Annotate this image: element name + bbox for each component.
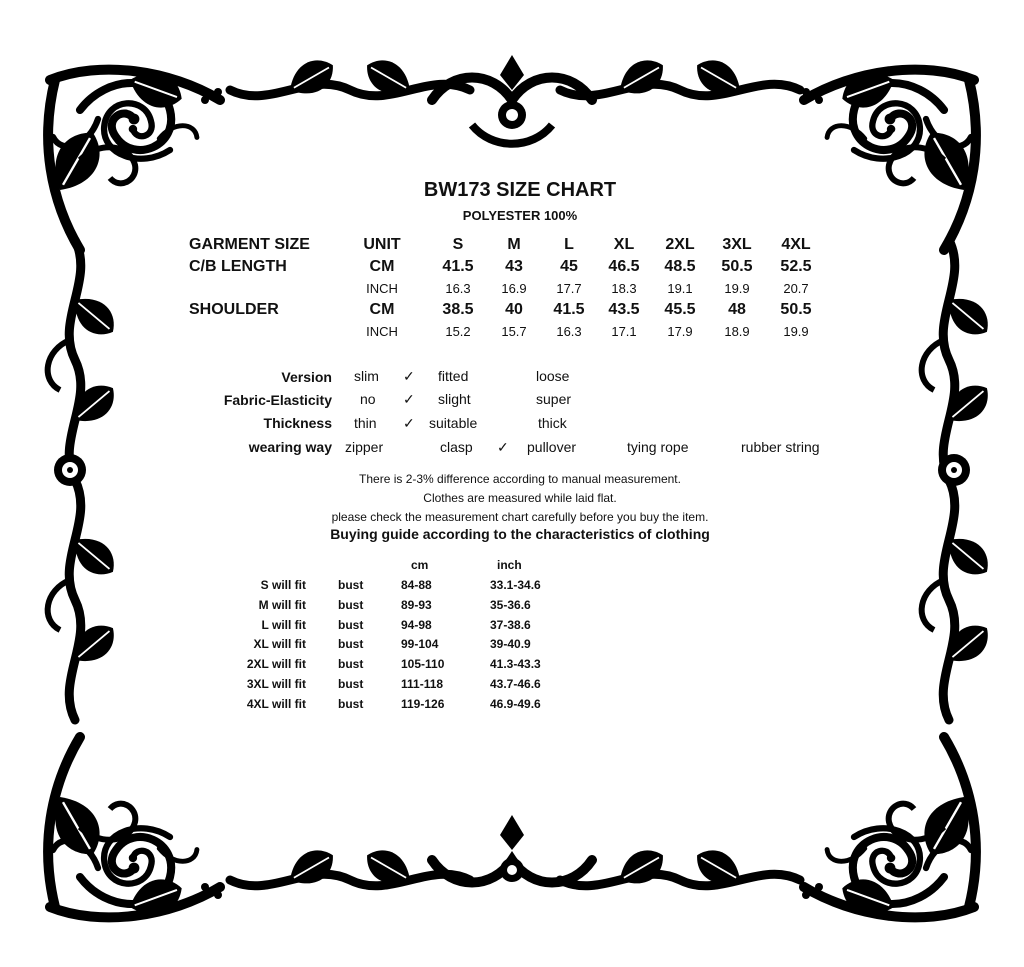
cell-cm: 52.5	[780, 258, 812, 275]
size-header: M	[507, 236, 521, 253]
note-line: please check the measurement chart carefully before you buy the item.	[331, 510, 709, 524]
check-icon: ✓	[403, 368, 415, 384]
unit-inch: INCH	[366, 281, 398, 296]
attr-option: tying rope	[627, 439, 689, 455]
guide-size: 4XL will fit	[246, 697, 306, 711]
cell-inch: 15.7	[501, 324, 527, 339]
cell-inch: 17.9	[667, 324, 693, 339]
cell-cm: 43.5	[608, 301, 640, 318]
guide-size: 3XL will fit	[246, 677, 306, 691]
guide-part: bust	[338, 697, 364, 711]
cell-inch: 16.9	[501, 281, 527, 296]
unit-cm: CM	[369, 258, 395, 275]
guide-part: bust	[338, 637, 364, 651]
attr-option: loose	[536, 368, 570, 384]
cell-cm: 45.5	[664, 301, 696, 318]
attr-option: slight	[438, 391, 471, 407]
cell-cm: 46.5	[608, 258, 640, 275]
attr-option: thin	[354, 415, 377, 431]
guide-cm: 94-98	[401, 618, 432, 632]
guide-inch: 43.7-46.6	[490, 677, 541, 691]
guide-size: S will fit	[260, 578, 306, 592]
cell-cm: 50.5	[780, 301, 812, 318]
guide-part: bust	[338, 657, 364, 671]
size-header: XL	[613, 236, 635, 253]
guide-col-cm: cm	[411, 558, 429, 572]
guide-cm: 99-104	[401, 637, 439, 651]
buying-guide-heading: Buying guide according to the characteristics of clothing	[330, 526, 710, 542]
cell-cm: 48	[728, 301, 746, 318]
guide-inch: 37-38.6	[490, 618, 531, 632]
cell-inch: 19.1	[667, 281, 693, 296]
guide-col-inch: inch	[497, 558, 522, 572]
guide-cm: 111-118	[401, 677, 444, 691]
cell-inch: 16.3	[445, 281, 471, 296]
attr-option: zipper	[345, 439, 384, 455]
attr-option: suitable	[429, 415, 478, 431]
note-line: Clothes are measured while laid flat.	[423, 491, 617, 505]
cell-inch: 20.7	[783, 281, 809, 296]
attr-option: no	[360, 391, 376, 407]
cell-inch: 19.9	[783, 324, 809, 339]
attr-label-thickness: Thickness	[263, 415, 332, 431]
cell-inch: 16.3	[556, 324, 582, 339]
cell-inch: 19.9	[724, 281, 750, 296]
size-header: 2XL	[665, 236, 695, 253]
cell-cm: 38.5	[442, 301, 474, 318]
garment-size-header: GARMENT SIZE	[189, 236, 310, 253]
cell-cm: 41.5	[442, 258, 474, 275]
guide-size: 2XL will fit	[246, 657, 306, 671]
page-title: BW173 SIZE CHART	[423, 179, 617, 201]
cell-inch: 15.2	[445, 324, 471, 339]
attr-option: fitted	[438, 368, 469, 384]
row-label: C/B LENGTH	[189, 258, 287, 275]
guide-inch: 41.3-43.3	[490, 657, 541, 671]
check-icon: ✓	[497, 439, 509, 455]
unit-cm: CM	[369, 301, 395, 318]
guide-size: XL will fit	[253, 637, 306, 651]
guide-size: M will fit	[258, 598, 306, 612]
check-icon: ✓	[403, 415, 415, 431]
attr-label-wearing-way: wearing way	[248, 439, 332, 455]
attr-label-version: Version	[281, 369, 332, 385]
row-label: SHOULDER	[189, 301, 279, 318]
attr-option: pullover	[527, 439, 577, 455]
unit-header: UNIT	[363, 236, 401, 253]
guide-size: L will fit	[261, 618, 306, 632]
guide-part: bust	[338, 618, 364, 632]
guide-inch: 33.1-34.6	[490, 578, 541, 592]
cell-cm: 40	[505, 301, 523, 318]
size-header: 4XL	[781, 236, 811, 253]
note-line: There is 2-3% difference according to manual measurement.	[359, 472, 681, 486]
material-subtitle: POLYESTER 100%	[462, 208, 578, 223]
cell-inch: 17.7	[556, 281, 582, 296]
guide-inch: 39-40.9	[490, 637, 531, 651]
check-icon: ✓	[403, 391, 415, 407]
cell-inch: 17.1	[611, 324, 637, 339]
unit-inch: INCH	[366, 324, 398, 339]
cell-cm: 41.5	[553, 301, 585, 318]
guide-cm: 89-93	[401, 598, 432, 612]
guide-cm: 105-110	[401, 657, 445, 671]
size-header: S	[452, 236, 464, 253]
size-header: L	[564, 236, 574, 253]
attr-option: super	[536, 391, 572, 407]
attr-option: thick	[538, 415, 567, 431]
guide-cm: 84-88	[401, 578, 432, 592]
size-header: 3XL	[722, 236, 752, 253]
cell-inch: 18.9	[724, 324, 750, 339]
guide-part: bust	[338, 677, 364, 691]
attr-label-elasticity: Fabric-Elasticity	[223, 392, 332, 408]
cell-inch: 18.3	[611, 281, 637, 296]
attr-option: clasp	[440, 439, 473, 455]
cell-cm: 45	[560, 258, 578, 275]
cell-cm: 43	[505, 258, 523, 275]
attr-option: slim	[354, 368, 379, 384]
guide-inch: 46.9-49.6	[490, 697, 541, 711]
cell-cm: 48.5	[664, 258, 696, 275]
cell-cm: 50.5	[721, 258, 753, 275]
guide-inch: 35-36.6	[490, 598, 531, 612]
guide-part: bust	[338, 598, 364, 612]
attr-option: rubber string	[741, 439, 820, 455]
guide-part: bust	[338, 578, 364, 592]
guide-cm: 119-126	[401, 697, 445, 711]
